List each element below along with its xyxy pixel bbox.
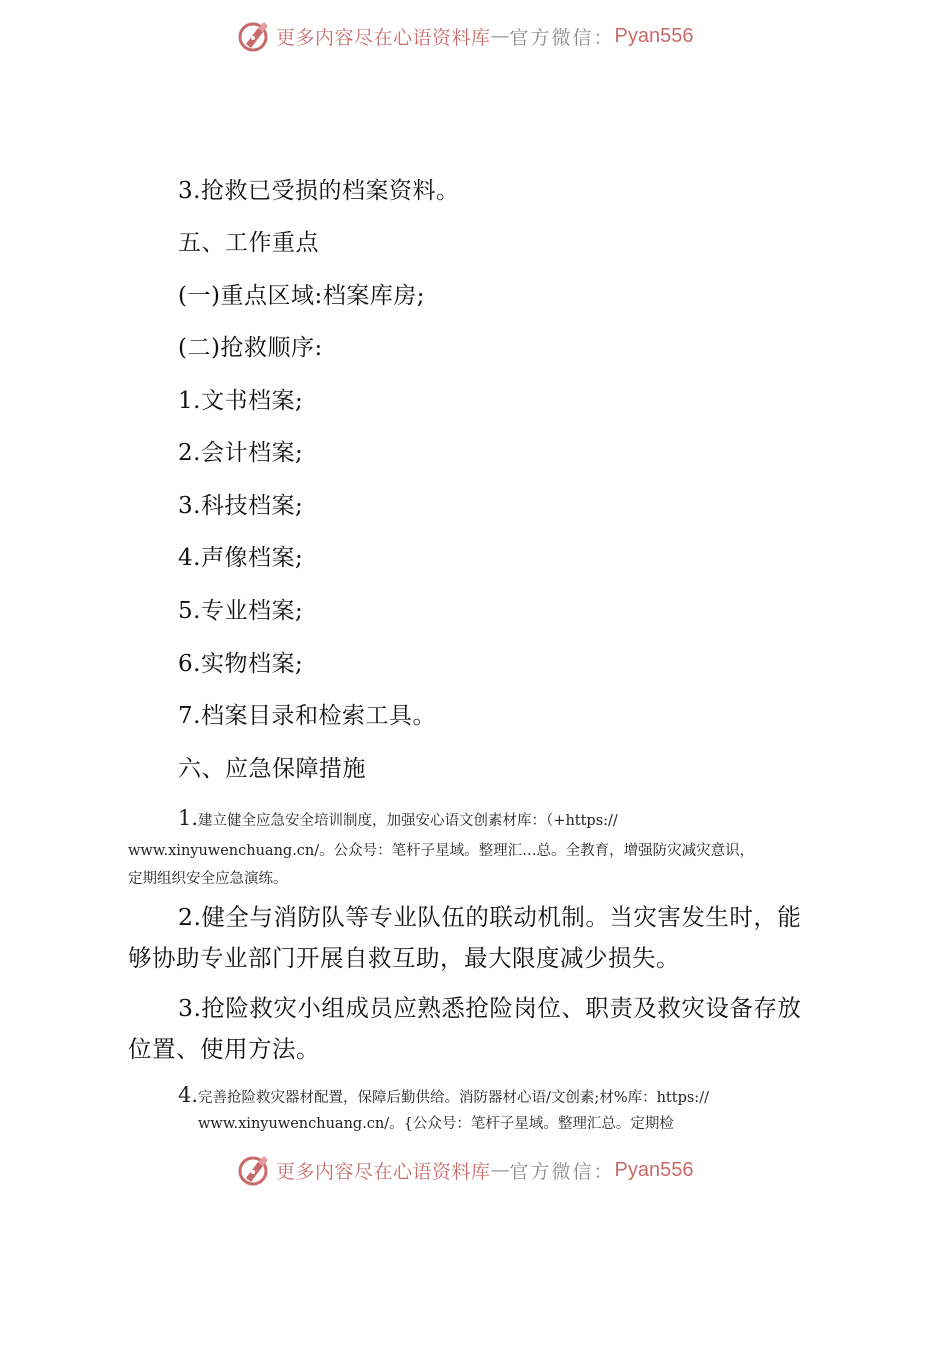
item-text-line: 建立健全应急安全培训制度，加强安心语文创素材库：（+https:// bbox=[198, 813, 618, 829]
section-heading: 五、工作重点 bbox=[178, 230, 319, 256]
list-item: 1.文书档案; bbox=[178, 388, 304, 414]
list-item: 3.科技档案; bbox=[178, 493, 304, 519]
list-item: 4.声像档案; bbox=[178, 545, 304, 571]
list-item: (一)重点区域:档案库房; bbox=[178, 283, 425, 309]
pen-nib-logo-icon bbox=[236, 18, 272, 54]
pen-nib-logo-icon bbox=[236, 1152, 272, 1188]
list-item: 6.实物档案; bbox=[178, 651, 304, 677]
banner-main-text: 更多内容尽在心语资料库 bbox=[276, 1160, 491, 1183]
item-text-line: www.xinyuwenchuang.cn/。公众号：笔杆子星域。整理汇…总。全教育，增强防灾减灾意识， bbox=[128, 843, 755, 859]
section-heading: 六、应急保障措施 bbox=[178, 756, 366, 782]
paragraph-line: 位置、使用方法。 bbox=[128, 1035, 320, 1063]
measure-item-1 bbox=[128, 803, 754, 892]
measure-item-3 bbox=[128, 988, 828, 1070]
banner-main-text: 更多内容尽在心语资料库 bbox=[276, 26, 491, 49]
item-number: 4. bbox=[178, 1083, 199, 1107]
banner-dash: — bbox=[490, 1159, 510, 1181]
paragraph-line: 3.抢险救灾小组成员应熟悉抢险岗位、职责及救灾设备存放 bbox=[178, 994, 802, 1022]
paragraph-line: 2.健全与消防队等专业队伍的联动机制。当灾害发生时，能 bbox=[178, 903, 802, 931]
list-item: 2.会计档案; bbox=[178, 440, 304, 466]
item-text-line: www.xinyuwenchuang.cn/。{公众号：笔杆子星域。整理汇总。定期检 bbox=[198, 1116, 674, 1132]
measure-item-2 bbox=[128, 897, 828, 979]
banner-dash: — bbox=[490, 25, 510, 47]
banner-official-label: 官方微信： bbox=[509, 1160, 615, 1183]
header-banner bbox=[236, 16, 694, 56]
list-item: 7.档案目录和检索工具。 bbox=[178, 703, 436, 729]
measure-item-4 bbox=[178, 1082, 709, 1137]
list-item: 5.专业档案; bbox=[178, 598, 304, 624]
list-item: 3.抢救已受损的档案资料。 bbox=[178, 178, 460, 204]
item-text-line: 定期组织安全应急演练。 bbox=[128, 871, 288, 887]
footer-banner bbox=[236, 1150, 694, 1190]
paragraph-line: 够协助专业部门开展自救互助，最大限度减少损失。 bbox=[128, 944, 680, 972]
list-item: (二)抢救顺序: bbox=[178, 335, 323, 361]
banner-wechat-id: Pyan556 bbox=[614, 1158, 694, 1181]
banner-wechat-id: Pyan556 bbox=[614, 24, 694, 47]
banner-official-label: 官方微信： bbox=[509, 26, 615, 49]
item-text-line: 完善抢险救灾器材配置，保障后勤供给。消防器材心语/文创素;材%库：https:// bbox=[198, 1090, 709, 1106]
item-number: 1. bbox=[178, 806, 199, 830]
